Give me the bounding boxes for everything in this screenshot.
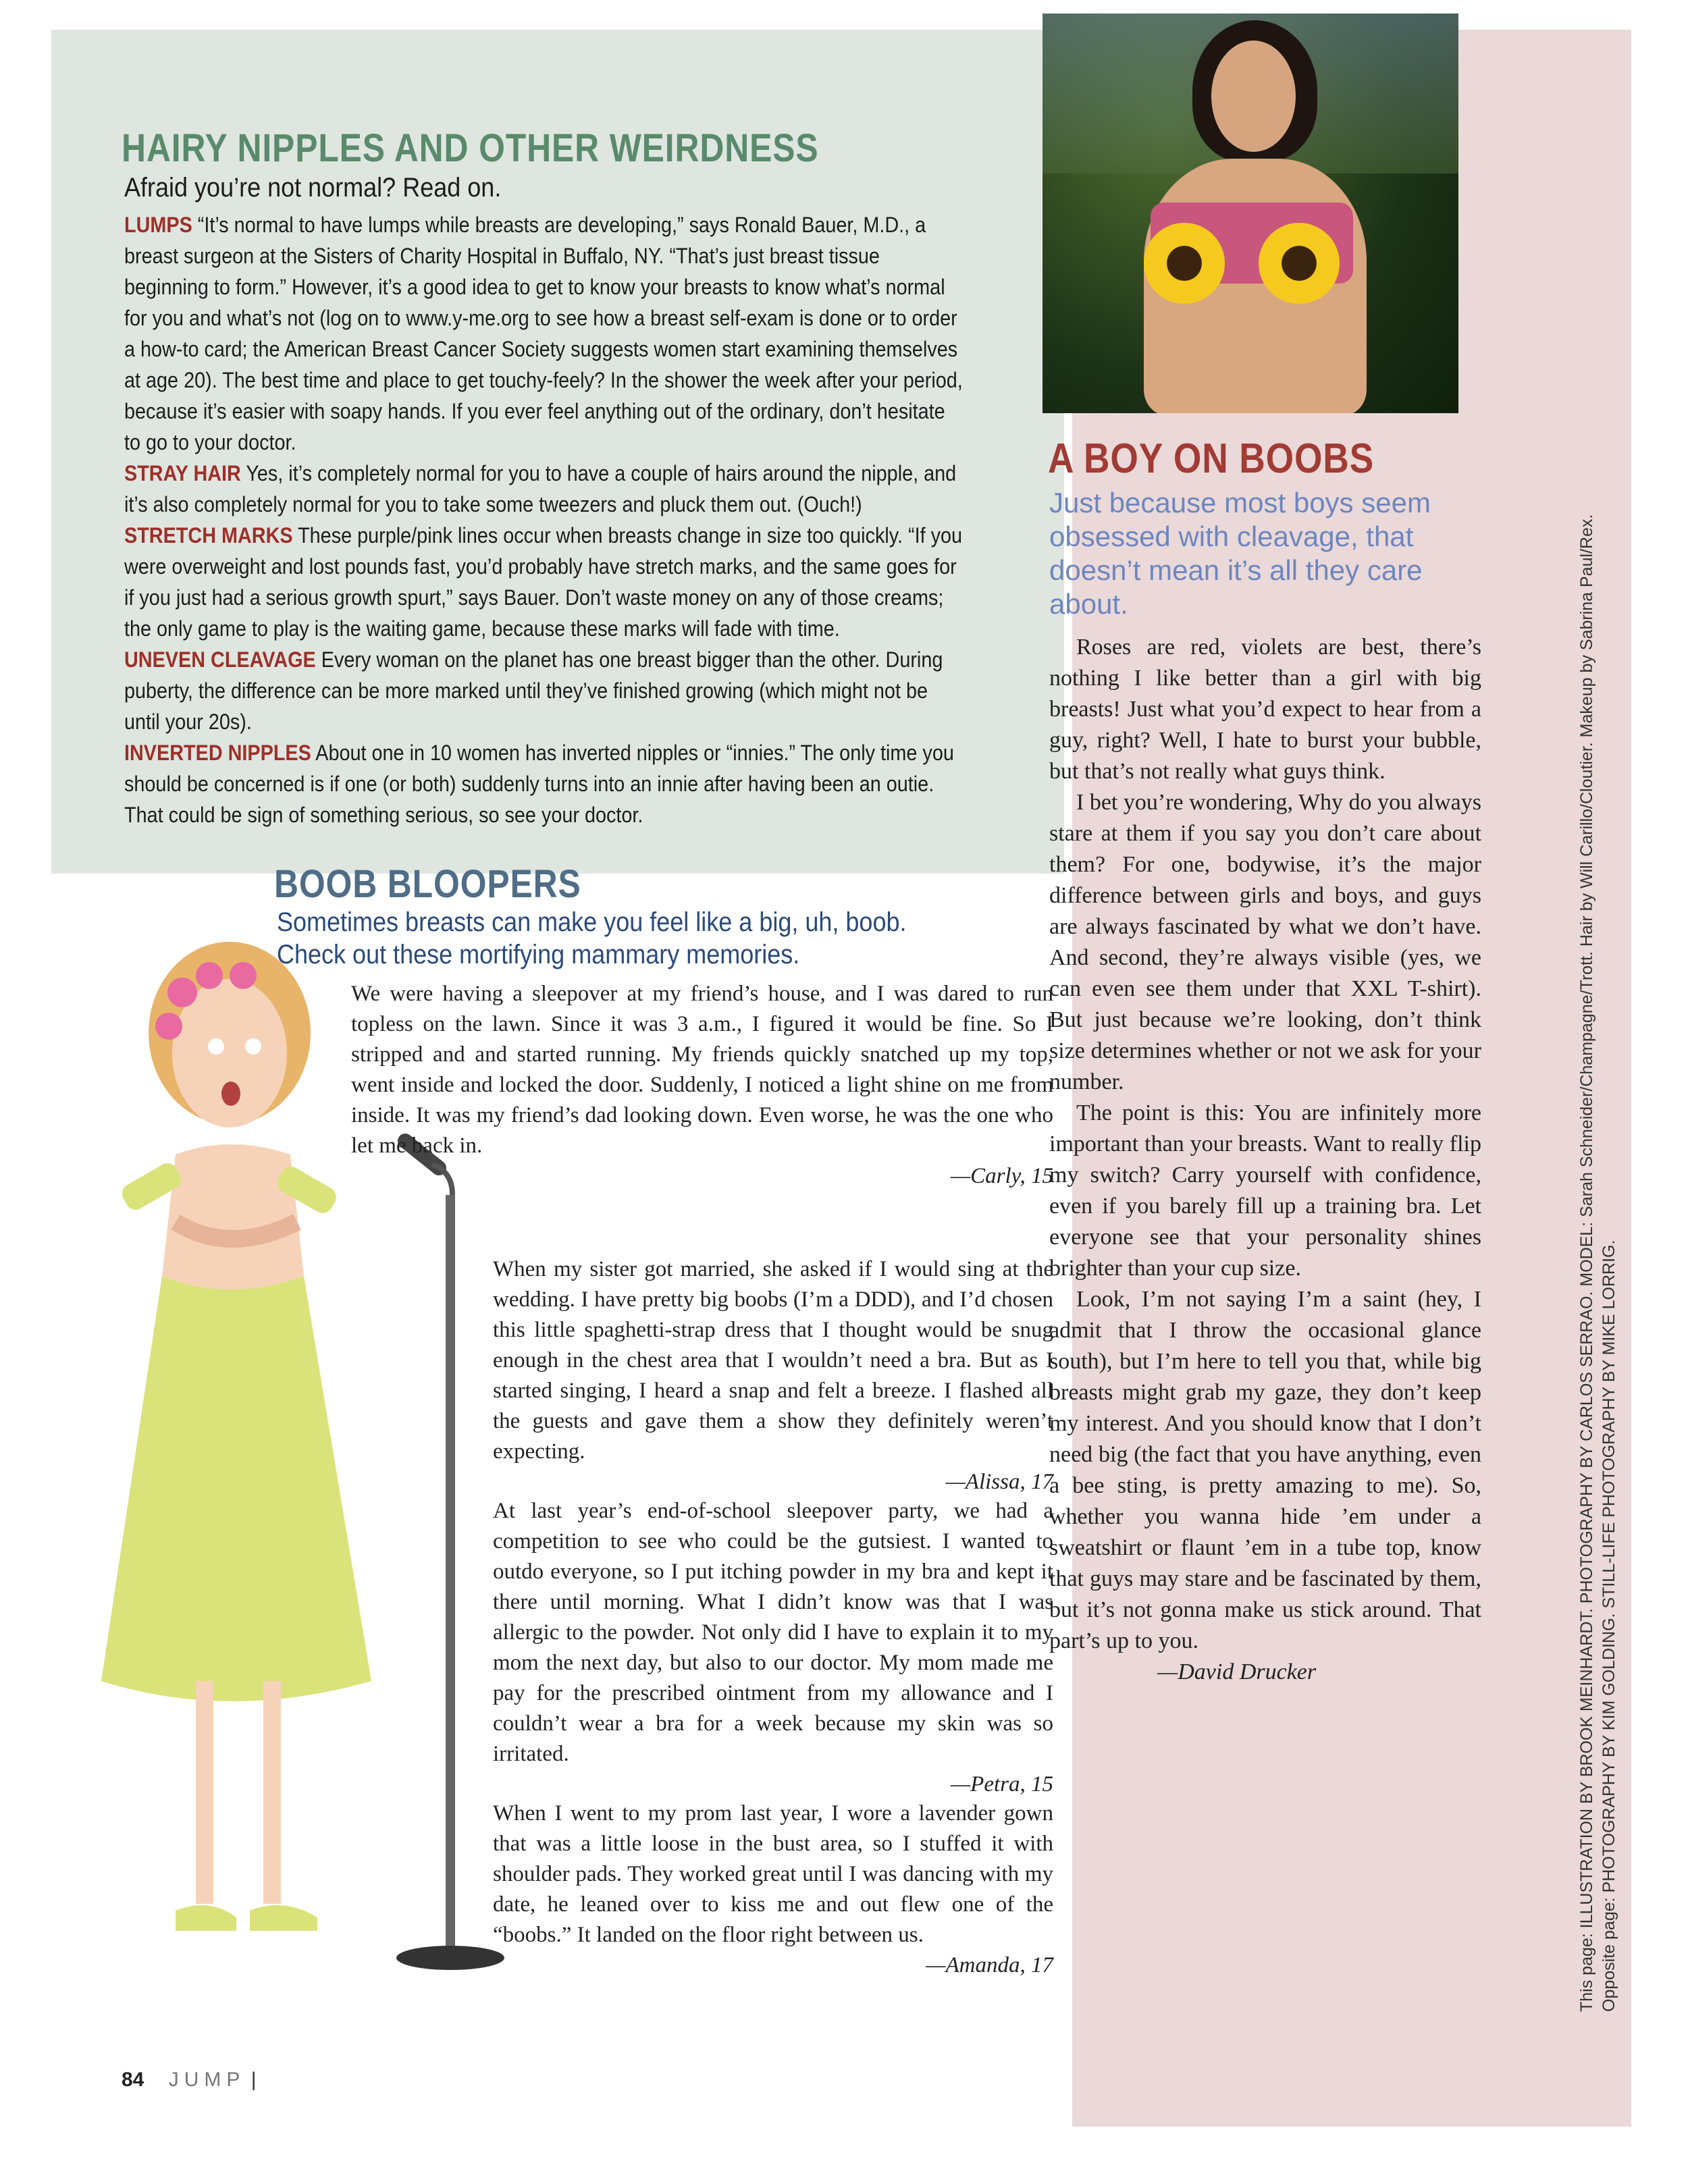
section-stray-hair bbox=[124, 458, 963, 520]
sunflower-model-photo bbox=[1043, 14, 1458, 413]
boy-paragraph: Roses are red, violets are best, there’s nothing I like better than a girl with big breasts! Just what you’d expect to hear from a guy, right? Well, I hate to burst your bubble, but that’s not really what guys think. bbox=[1049, 635, 1481, 784]
page-number: 84 bbox=[122, 2069, 144, 2091]
page-footer bbox=[122, 2069, 257, 2092]
story-text: When my sister got married, she asked if I would sing at the wedding. I have pretty big boobs (I’m a DDD), and I’d chosen this little spaghetti-strap dress that I thought would be snug enough in the chest area that I wouldn’t need a bra. But as I started singing, I heard a snap and felt a breeze. I flashed all the guests and gave them a show they definitely weren’t expecting. bbox=[493, 1257, 1053, 1464]
magazine-name: JUMP bbox=[168, 2069, 246, 2091]
story-alissa bbox=[493, 1254, 1053, 1497]
section-text: About one in 10 women has inverted nipples or “innies.” The only time you should be concerned is if one (or both) suddenly turns into an innie after having been an outie. That could be sign of something serious, so see your doctor. bbox=[124, 741, 954, 827]
story-signature: —Amanda, 17 bbox=[926, 1953, 1053, 1977]
term: LUMPS bbox=[124, 213, 192, 237]
section-text: Every woman on the planet has one breast bigger than the other. During puberty, the difference can be more marked until they’ve finished growing (which might not be until your 20s). bbox=[124, 647, 943, 734]
credit-line: This page: ILLUSTRATION BY BROOK MEINHARDT. PHOTOGRAPHY BY CARLOS SERRAO. MODEL: Sarah Schneider/Champagne/Trott. Hair by Will Carillo/Cloutier. Makeup by Sabrina Paul/Rex. bbox=[1577, 514, 1596, 2012]
term: UNEVEN CLEAVAGE bbox=[124, 647, 316, 672]
section-stretch-marks bbox=[124, 520, 963, 644]
section-text: Yes, it’s completely normal for you to have a couple of hairs around the nipple, and it’s also completely normal for you to take some tweezers and pluck them out. (Ouch!) bbox=[124, 461, 957, 516]
boy-paragraph: Look, I’m not saying I’m a saint (hey, I admit that I throw the occasional glance south), but I’m here to tell you that, while big breasts might grab my gaze, they don’t keep my interest. And you should know that I don’t need big (the fact that you have anything, even a bee sting, is pretty amazing to me). So, whether you wanna hide ’em under a sweatshirt or flaunt ’em in a tube top, know that guys may stare and be fascinated by them, but it’s not gonna make us stick around. That part’s up to you. bbox=[1049, 1287, 1481, 1653]
boy-title: A BOY ON BOOBS bbox=[1048, 435, 1375, 482]
bloopers-subtitle: Sometimes breasts can make you feel like a big, uh, boob. Check out these mortifying mammary memories. bbox=[277, 907, 907, 969]
sunflower-icon bbox=[1144, 223, 1225, 304]
photo-credits bbox=[1576, 405, 1620, 2012]
hairy-body bbox=[124, 209, 963, 830]
hairy-title: HAIRY NIPPLES AND OTHER WEIRDNESS bbox=[122, 126, 819, 170]
bloopers-title: BOOB BLOOPERS bbox=[274, 862, 581, 906]
term: STRETCH MARKS bbox=[124, 523, 293, 548]
story-text: When I went to my prom last year, I wore a lavender gown that was a little loose in the bust area, so I stuffed it with shoulder pads. They worked great until I was dancing with my date, he leaned over to kiss me and out flew one of the “boobs.” It landed on the floor right between us. bbox=[493, 1801, 1053, 1947]
section-inverted-nipples bbox=[124, 737, 963, 830]
term: INVERTED NIPPLES bbox=[124, 741, 311, 765]
footer-separator: | bbox=[250, 2069, 257, 2091]
sunflower-icon bbox=[1259, 223, 1340, 304]
story-signature: —Carly, 15 bbox=[950, 1164, 1053, 1188]
boy-body bbox=[1049, 632, 1481, 1688]
story-text: At last year’s end-of-school sleepover party, we had a competition to see who could be the gutsiest. I wanted to outdo everyone, so I put itching powder in my bra and kept it there until morning. What I didn’t know was that I was allergic to the powder. Not only did I have to explain it to my mom the next day, but also to our doctor. My mom made me pay for the prescribed ointment from my allowance and I couldn’t wear a bra for a week because my skin was so irritated. bbox=[493, 1499, 1053, 1766]
credit-line: Opposite page: PHOTOGRAPHY BY KIM GOLDING. STILL-LIFE PHOTOGRAPHY BY MIKE LORRIG. bbox=[1600, 1240, 1618, 2012]
term: STRAY HAIR bbox=[124, 461, 241, 485]
story-carly bbox=[351, 979, 1053, 1192]
boy-signature: —David Drucker bbox=[1157, 1659, 1317, 1684]
boy-paragraph: The point is this: You are infinitely more important than your breasts. Want to really flip my switch? Carry yourself with confidence, even if you barely fill up a training bra. Let everyone see that your personality shines brighter than your cup size. bbox=[1049, 1100, 1481, 1281]
hairy-subtitle: Afraid you’re not normal? Read on. bbox=[124, 173, 502, 203]
story-signature: —Petra, 15 bbox=[950, 1772, 1053, 1796]
story-petra bbox=[493, 1496, 1053, 1800]
section-text: These purple/pink lines occur when breasts change in size too quickly. “If you were overweight and lost pounds fast, you’d probably have stretch marks, and the same goes for if you just had a serious growth spurt,” says Bauer. Don’t waste money on any of those creams; the only game to play is the waiting game, because these marks will fade with time. bbox=[124, 523, 963, 641]
story-signature: —Alissa, 17 bbox=[945, 1470, 1053, 1494]
section-lumps bbox=[124, 209, 963, 458]
boy-subtitle: Just because most boys seem obsessed with cleavage, that doesn’t mean it’s all they care about. bbox=[1049, 487, 1431, 620]
story-amanda bbox=[493, 1799, 1053, 1981]
section-text: “It’s normal to have lumps while breasts are developing,” says Ronald Bauer, M.D., a breast surgeon at the Sisters of Charity Hospital in Buffalo, NY. “That’s just breast tissue beginning to form.” However, it’s a good idea to get to know your breasts to know what’s normal for you and what’s not (log on to www.y-me.org to see how a breast self-exam is done or to order a how-to card; the American Breast Cancer Society suggests women start examining themselves at age 20). The best time and place to get touchy-feely? In the shower the week after your period, because it’s easier with soapy hands. If you ever feel anything out of the ordinary, don’t hesitate to go to your doctor. bbox=[124, 213, 963, 454]
story-text: We were having a sleepover at my friend’s house, and I was dared to run topless on the lawn. Since it was 3 a.m., I figured it would be fine. So I stripped and and started running. My friends quickly snatched up my top, went inside and locked the door. Suddenly, I noticed a light shine on me from inside. It was my friend’s dad looking down. Even worse, he was the one who let me back in. bbox=[351, 982, 1053, 1158]
boy-paragraph: I bet you’re wondering, Why do you always stare at them if you say you don’t care about them? For one, bodywise, it’s the major difference between girls and boys, and guys are always fascinated by what we don’t have. And second, they’re always visible (yes, we can even see them under that XXL T-shirt). But just because we’re looking, don’t think size determines whether or not we ask for your number. bbox=[1049, 790, 1481, 1094]
section-uneven-cleavage bbox=[124, 644, 963, 737]
